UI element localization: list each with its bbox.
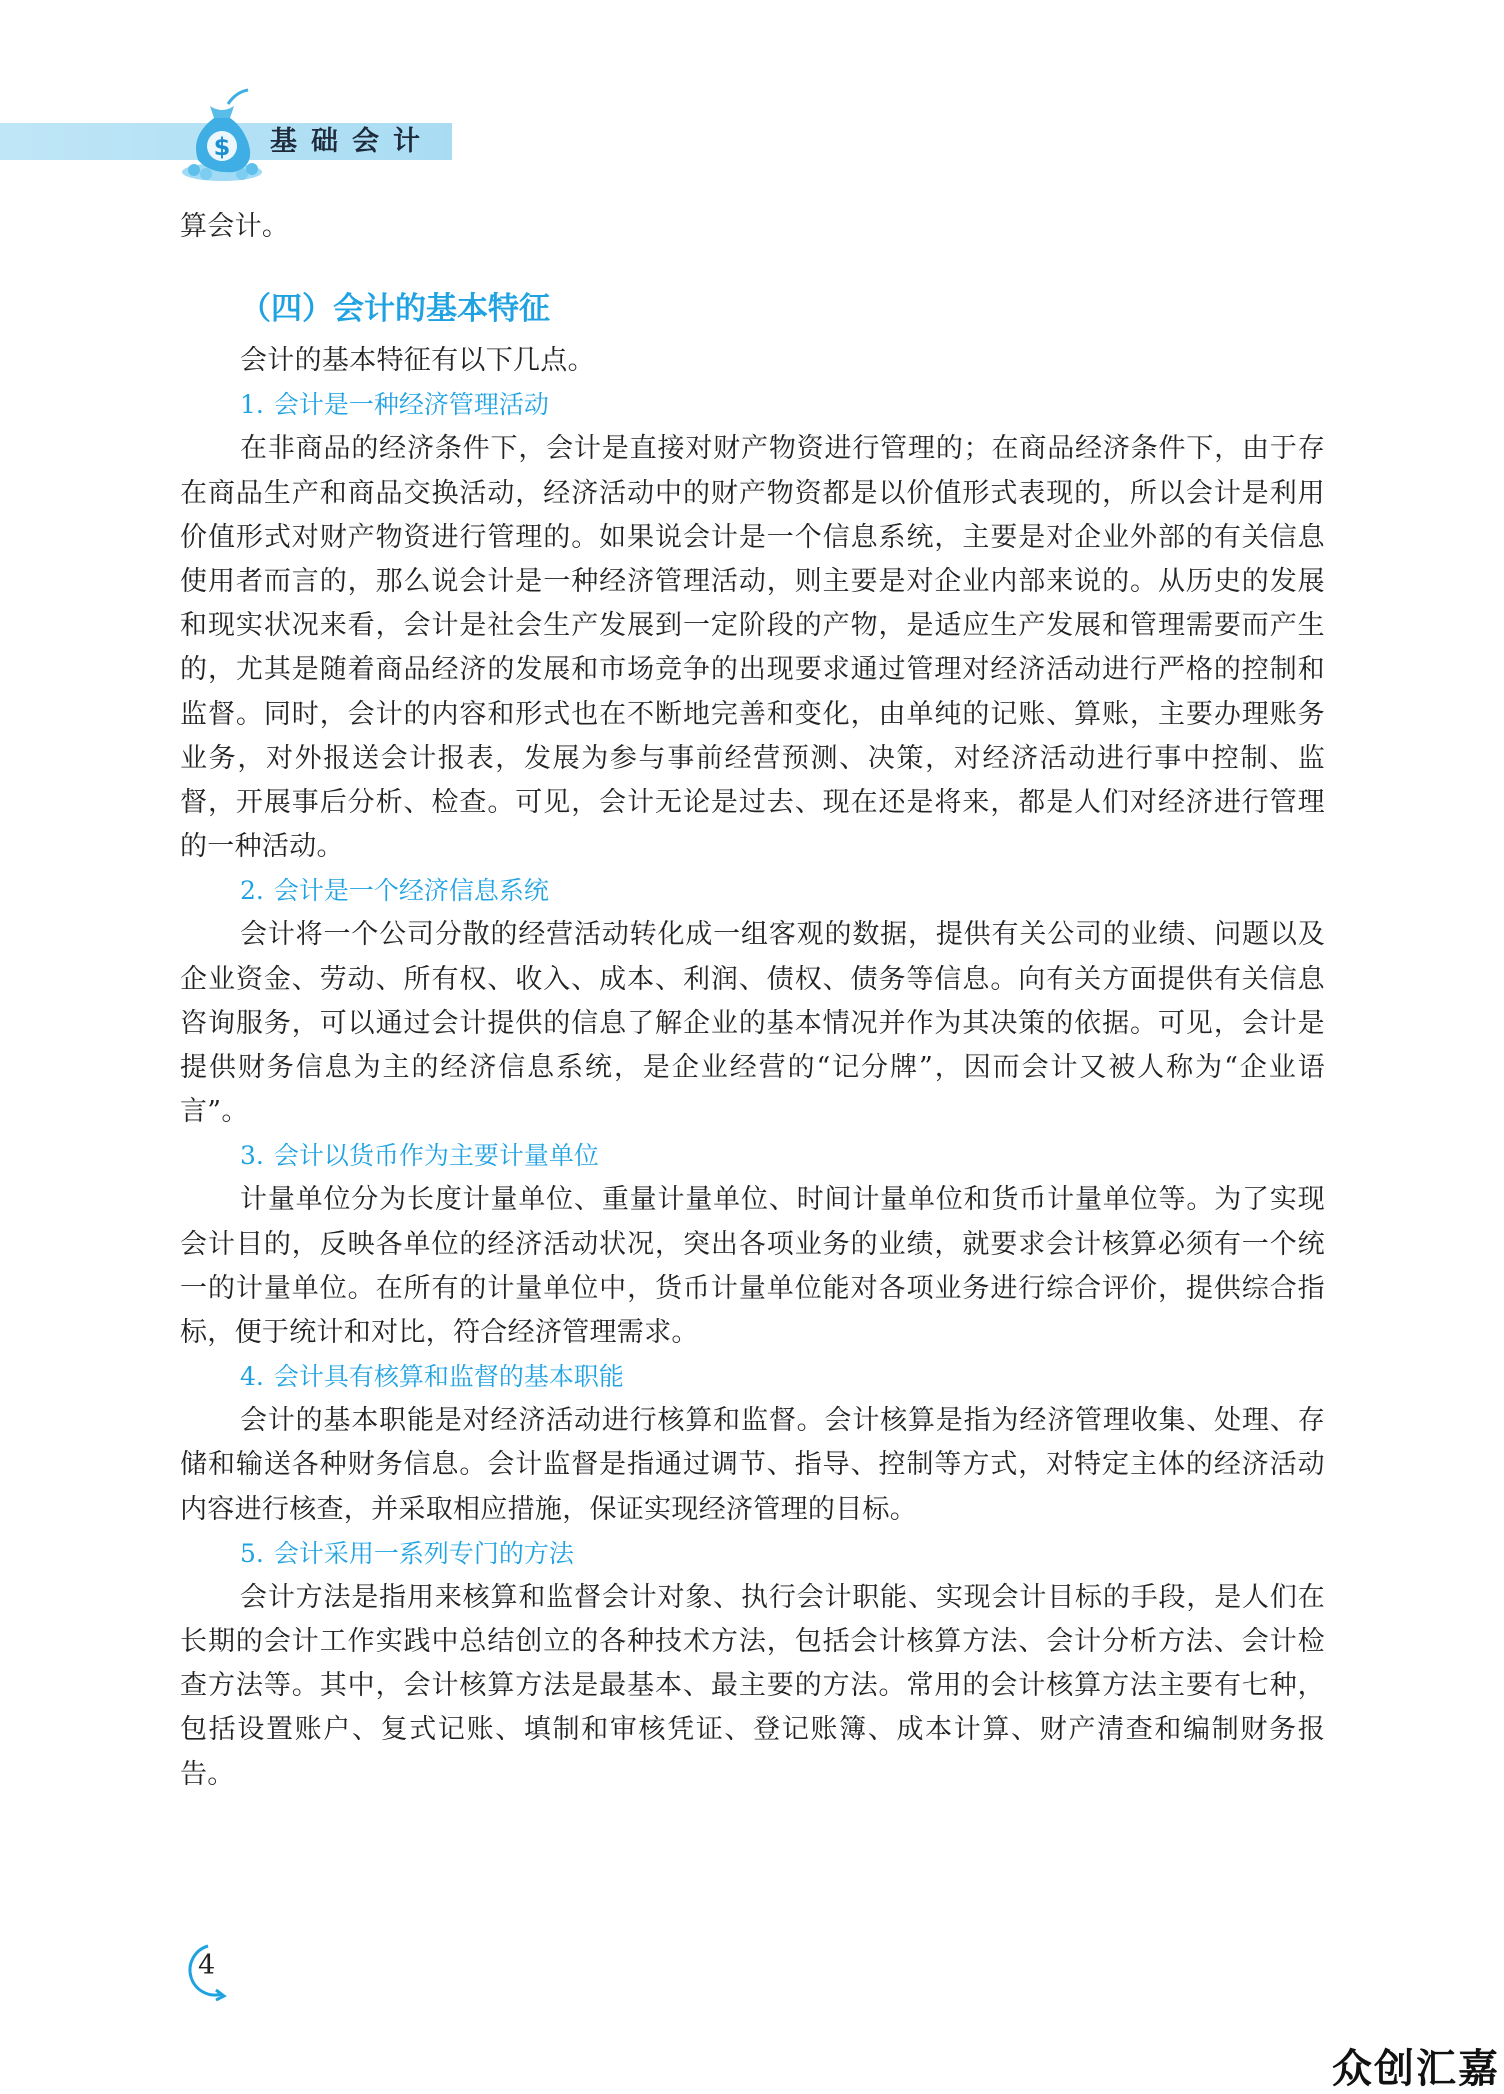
paragraph-3: 计量单位分为长度计量单位、重量计量单位、时间计量单位和货币计量单位等。为了实现会计目的，反映各单位的经济活动状况，突出各项业务的业绩，就要求会计核算必须有一个统一的计量单位。在所有的计量单位中，货币计量单位能对各项业务进行综合评价，提供综合指标，便于统计和对比，符合经济管理需求。: [180, 1184, 1325, 1349]
continuation-text: 算会计。: [180, 211, 290, 242]
paragraph-5: 会计方法是指用来核算和监督会计对象、执行会计职能、实现会计目标的手段，是人们在长期的会计工作实践中总结创立的各种技术方法，包括会计核算方法、会计分析方法、会计检查方法等。其中，会计核算方法是最基本、最主要的方法。常用的会计核算方法主要有七种，包括设置账户、复式记账、填制和审核凭证、登记账簿、成本计算、财产清查和编制财务报告。: [180, 1581, 1325, 1790]
subheading-title: 会计是一个经济信息系统: [273, 876, 549, 906]
subheading-number: 3.: [240, 1141, 264, 1171]
section-heading: （四）会计的基本特征: [240, 291, 550, 328]
page-number: 4: [198, 1950, 216, 1981]
book-title-char: 计: [393, 126, 420, 157]
subheading-4: [240, 1355, 1325, 1399]
book-title-char: 会: [352, 126, 379, 157]
subheading-3: [240, 1134, 1325, 1178]
subheading-title: 会计以货币作为主要计量单位: [273, 1141, 599, 1171]
paragraph-2: 会计将一个公司分散的经营活动转化成一组客观的数据，提供有关公司的业绩、问题以及企业资金、劳动、所有权、收入、成本、利润、债权、债务等信息。向有关方面提供有关信息咨询服务，可以通过会计提供的信息了解企业的基本情况并作为其决策的依据。可见，会计是提供财务信息为主的经济信息系统，是企业经营的“记分牌”，因而会计又被人称为“企业语言”。: [180, 919, 1325, 1128]
book-title: [270, 123, 420, 160]
paragraph-1: 在非商品的经济条件下，会计是直接对财产物资进行管理的；在商品经济条件下，由于存在商品生产和商品交换活动，经济活动中的财产物资都是以价值形式表现的，所以会计是利用价值形式对财产物资进行管理的。如果说会计是一个信息系统，主要是对企业外部的有关信息使用者而言的，那么说会计是一种经济管理活动，则主要是对企业内部来说的。从历史的发展和现实状况来看，会计是社会生产发展到一定阶段的产物，是适应生产发展和管理需要而产生的，尤其是随着商品经济的发展和市场竞争的出现要求通过管理对经济活动进行严格的控制和监督。同时，会计的内容和形式也在不断地完善和变化，由单纯的记账、算账，主要办理账务业务，对外报送会计报表，发展为参与事前经营预测、决策，对经济活动进行事中控制、监督，开展事后分析、检查。可见，会计无论是过去、现在还是将来，都是人们对经济进行管理的一种活动。: [180, 433, 1325, 863]
subheading-number: 5.: [240, 1538, 264, 1568]
page-number-badge: [178, 1940, 234, 2006]
subheading-title: 会计具有核算和监督的基本职能: [273, 1362, 624, 1392]
subheading-1: [240, 383, 1325, 427]
subheading-title: 会计是一种经济管理活动: [273, 390, 549, 420]
book-title-char: 础: [311, 126, 338, 157]
page-content: [180, 205, 1325, 1797]
paragraph-4: 会计的基本职能是对经济活动进行核算和监督。会计核算是指为经济管理收集、处理、存储和输送各种财务信息。会计监督是指通过调节、指导、控制等方式，对特定主体的经济活动内容进行核查，并采取相应措施，保证实现经济管理的目标。: [180, 1405, 1325, 1525]
section-intro: 会计的基本特征有以下几点。: [240, 345, 595, 377]
subheading-number: 1.: [240, 390, 264, 420]
watermark-logo: 众创汇嘉: [1332, 2046, 1500, 2092]
subheading-5: [240, 1532, 1325, 1576]
logo-dollar-sign: $: [213, 133, 231, 161]
subheading-number: 2.: [240, 876, 264, 906]
money-bag-icon: [172, 84, 272, 184]
subheading-2: [240, 869, 1325, 913]
subheading-number: 4.: [240, 1362, 264, 1392]
subheading-title: 会计采用一系列专门的方法: [273, 1538, 574, 1568]
book-title-char: 基: [270, 126, 297, 157]
